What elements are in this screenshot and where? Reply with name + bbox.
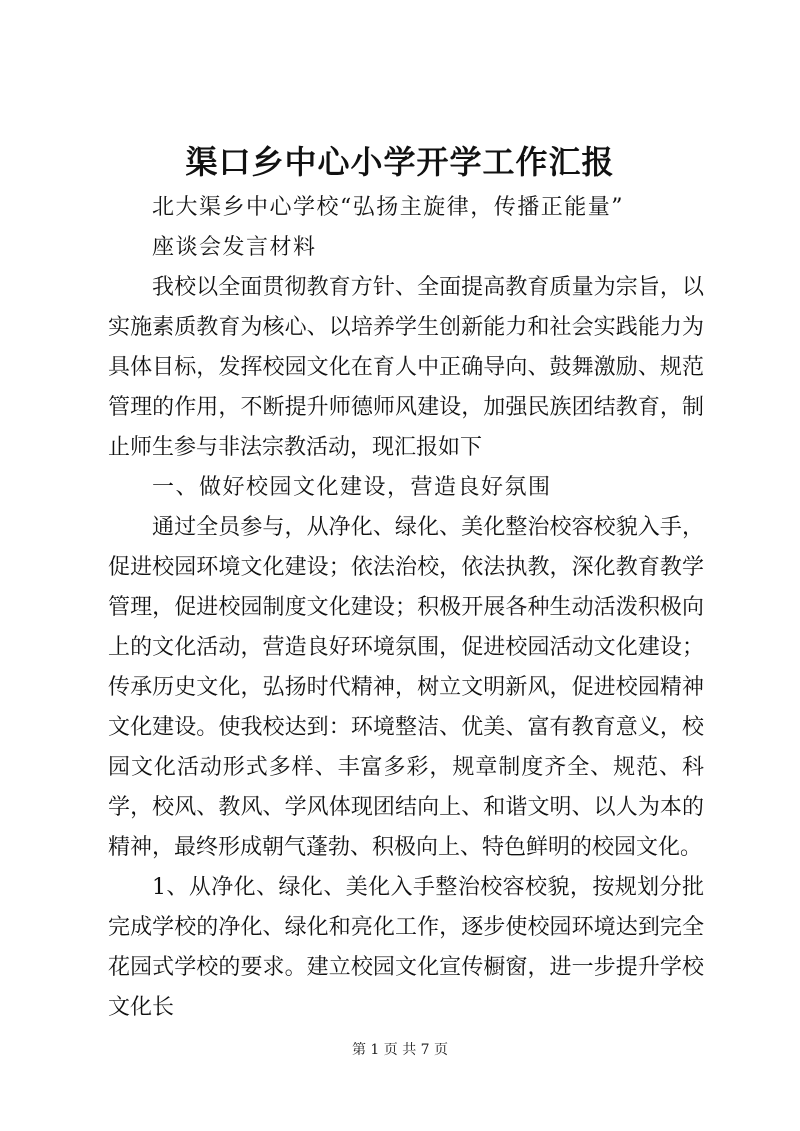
document-body	[108, 188, 704, 1028]
numbered-paragraph: 1、从净化、绿化、美化入手整治校容校貌，按规划分批完成学校的净化、绿化和亮化工作，逐步使校园环境达到完全花园式学校的要求。建立校园文化宣传橱窗，进一步提升学校文化长	[108, 875, 704, 1020]
subtitle-line-2: 座谈会发言材料	[152, 235, 317, 260]
page-footer: 第 1 页 共 7 页	[351, 1042, 449, 1058]
intro-paragraph: 我校以全面贯彻教育方针、全面提高教育质量为宗旨，以实施素质教育为核心、以培养学生创新能力和社会实践能力为具体目标，发挥校园文化在育人中正确导向、鼓舞激励、规范管理的作用，不断提升师德师风建设，加强民族团结教育，制止师生参与非法宗教活动，现汇报如下	[108, 275, 704, 460]
section-heading: 一、做好校园文化建设，营造良好氛围	[152, 475, 552, 500]
subtitle-line-1: 北大渠乡中心学校“弘扬主旋律，传播正能量”	[152, 195, 624, 220]
section-paragraph: 通过全员参与，从净化、绿化、美化整治校容校貌入手，促进校园环境文化建设；依法治校，依法执教，深化教育教学管理，促进校园制度文化建设；积极开展各种生动活泼积极向上的文化活动，营造良好环境氛围，促进校园活动文化建设；传承历史文化，弘扬时代精神，树立文明新风，促进校园精神文化建设。使我校达到：环境整洁、优美、富有教育意义，校园文化活动形式多样、丰富多彩，规章制度齐全、规范、科学，校风、教风、学风体现团结向上、和谐文明、以人为本的精神，最终形成朝气蓬勃、积极向上、特色鲜明的校园文化。	[108, 515, 704, 860]
document-title: 渠口乡中心小学开学工作汇报	[185, 143, 615, 181]
